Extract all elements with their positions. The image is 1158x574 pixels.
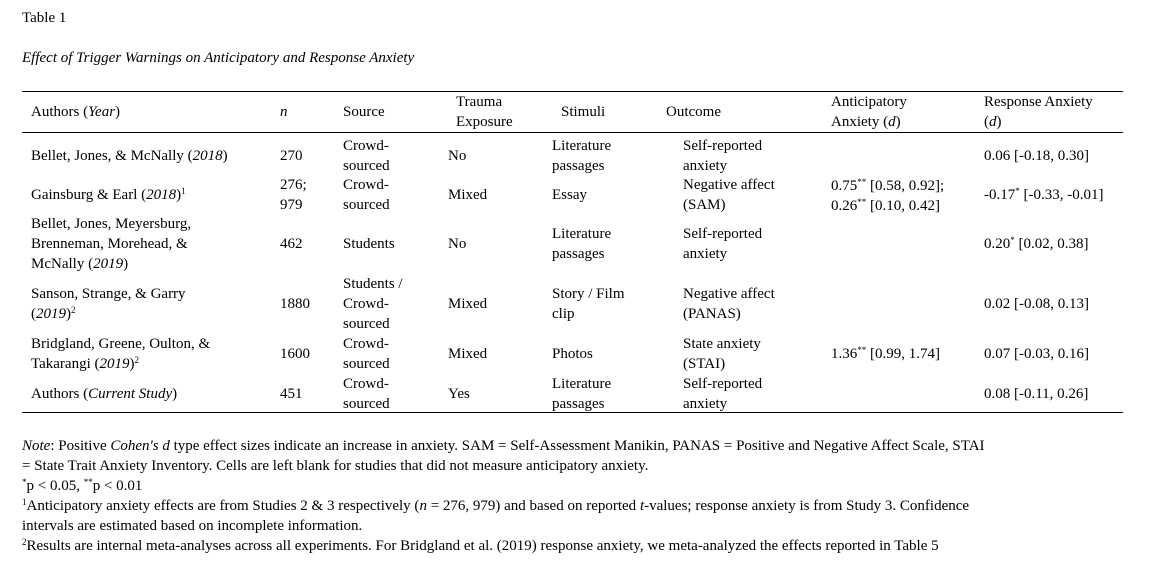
column-header-source: Source: [343, 104, 385, 120]
note-footnote-1: $^1$Anticipatory anxiety effects are from Studies 2 & 3 respectively (n = 276, 979) and based on reported t-values; response anxiety is from Study 3. Confidence intervals are estimated based on incomplete information.: [22, 497, 970, 534]
cell-authors: Bellet, Jones, & McNally (2018): [31, 148, 228, 164]
cell-outcome: Negative affect (SAM): [683, 177, 775, 213]
cell-authors: Sanson, Strange, & Garry $(2019)^2$: [31, 286, 186, 322]
cell-response: -0.17* [-0.33, -0.01]: [984, 186, 1104, 203]
cell-stimuli: Essay: [552, 187, 587, 203]
cell-outcome: Negative affect (PANAS): [683, 286, 775, 322]
cell-trauma: No: [448, 148, 467, 164]
cell-outcome: Self-reported anxiety: [683, 376, 763, 412]
cell-trauma: Mixed: [448, 346, 488, 362]
cell-n: 1600: [280, 346, 310, 362]
table-notes: [22, 436, 1147, 556]
cell-n: 276; 979: [280, 177, 307, 213]
column-header-authors: Authors (Year): [31, 104, 121, 120]
cell-outcome: State anxiety (STAI): [683, 336, 761, 372]
cell-source: Crowd- sourced: [343, 138, 390, 174]
cell-n: 451: [280, 386, 303, 402]
cell-response: 0.08 [-0.11, 0.26]: [984, 386, 1089, 402]
table-label: Table 1: [22, 10, 67, 26]
column-header-response: Response Anxiety (d): [984, 94, 1093, 130]
column-header-stimuli: Stimuli: [561, 104, 606, 120]
cell-trauma: Mixed: [448, 187, 488, 203]
column-header-outcome: Outcome: [666, 104, 721, 120]
cell-source: Crowd- sourced: [343, 376, 390, 412]
cell-stimuli: Literature passages: [552, 138, 612, 174]
header-rule: [22, 132, 1123, 133]
cell-authors: Gainsburg & Earl $(2018)^1$: [31, 186, 186, 203]
note-effect-sizes: Note: Positive Cohen's d type effect sizes indicate an increase in anxiety. SAM = Self-Assessment Manikin, PANAS = Positive and Negative Affect Scale, STAI = State Trait Anxiety Inventory. Cells are left blank for studies that did not measure anticipatory anxiety.: [22, 438, 985, 474]
cell-source: Students / Crowd- sourced: [343, 276, 403, 332]
cell-outcome: Self-reported anxiety: [683, 138, 763, 174]
cell-n: 1880: [280, 296, 310, 312]
column-header-n: n: [280, 104, 288, 120]
data-table: [22, 91, 1123, 414]
cell-anticipatory: 0.75** [0.58, 0.92]; 0.26** [0.10, 0.42]: [831, 177, 945, 214]
column-header-anticipatory: Anticipatory Anxiety (d): [831, 94, 907, 130]
note-footnote-2: $^2$Results are internal meta-analyses across all experiments. For Bridgland et al. (2019) response anxiety, we meta-analyzed the effects reported in Table 5: [22, 537, 939, 554]
cell-source: Students: [343, 236, 395, 252]
cell-anticipatory: 1.36** [0.99, 1.74]: [831, 345, 940, 362]
cell-stimuli: Photos: [552, 346, 593, 362]
cell-response: 0.02 [-0.08, 0.13]: [984, 296, 1089, 312]
cell-authors: Authors (Current Study): [31, 386, 178, 402]
cell-n: 270: [280, 148, 303, 164]
table-title: Effect of Trigger Warnings on Anticipatory and Response Anxiety: [22, 50, 415, 66]
cell-response: 0.20* [0.02, 0.38]: [984, 235, 1089, 252]
cell-trauma: Mixed: [448, 296, 488, 312]
cell-outcome: Self-reported anxiety: [683, 226, 763, 262]
cell-trauma: No: [448, 236, 467, 252]
cell-stimuli: Literature passages: [552, 376, 612, 412]
cell-authors: Bellet, Jones, Meyersburg, Brenneman, Morehead, & McNally (2019): [31, 216, 192, 272]
cell-source: Crowd- sourced: [343, 336, 390, 372]
cell-response: 0.06 [-0.18, 0.30]: [984, 148, 1089, 164]
cell-stimuli: Story / Film clip: [552, 286, 625, 322]
cell-source: Crowd- sourced: [343, 177, 390, 213]
cell-stimuli: Literature passages: [552, 226, 612, 262]
cell-response: 0.07 [-0.03, 0.16]: [984, 346, 1089, 362]
column-header-trauma: Trauma Exposure: [456, 94, 513, 130]
note-significance: *p < 0.05, **p < 0.01: [22, 477, 143, 494]
cell-authors: Bridgland, Greene, Oulton, & Takarangi $(2019)^2$: [31, 336, 211, 372]
cell-trauma: Yes: [448, 386, 470, 402]
cell-n: 462: [280, 236, 303, 252]
top-rule: [22, 91, 1123, 92]
